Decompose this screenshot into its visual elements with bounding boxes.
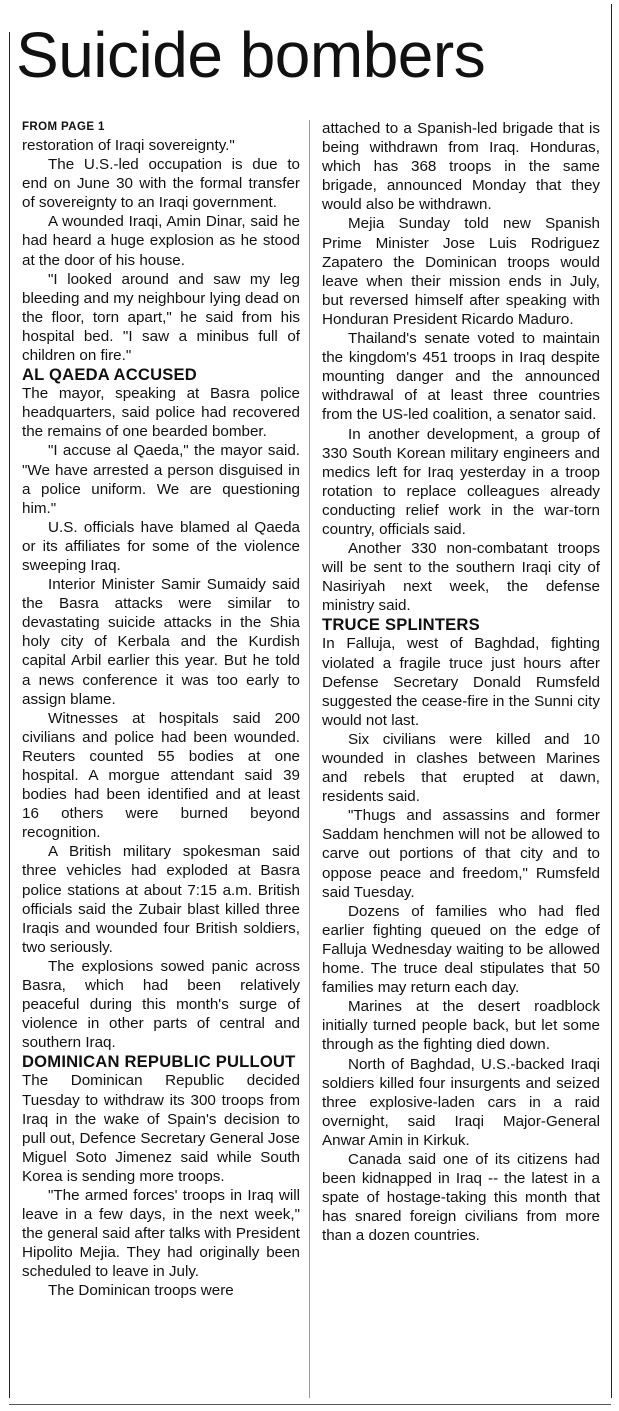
article-column-1 [22,119,300,1301]
paragraph: The explosions sowed panic across Basra, which had been relatively peaceful during this month's surge of violence in other parts of central and southern Iraq. [22,957,300,1052]
paragraph: The Dominican Republic decided Tuesday to withdraw its 300 troops from Iraq in the wake of Spain's decision to pull out, Defence Secretary General Jose Miguel Soto Jimenez said while South Korea is sending more troops. [22,1072,300,1185]
bottom-border-rule [9,1404,611,1405]
paragraph: Six civilians were killed and 10 wounded in clashes between Marines and rebels that erupted at dawn, residents said. [322,730,600,806]
paragraph: In Falluja, west of Baghdad, fighting violated a fragile truce just hours after Defense Secretary Donald Rumsfeld suggested the cease-fire in the Sunni city would not last. [322,635,600,729]
paragraph: North of Baghdad, U.S.-backed Iraqi soldiers killed four insurgents and seized three explosive-laden cars in a raid overnight, said Iraqi Major-General Anwar Amin in Kirkuk. [322,1055,600,1149]
paragraph: U.S. officials have blamed al Qaeda or its affiliates for some of the violence sweeping Iraq. [22,518,300,574]
paragraph: Witnesses at hospitals said 200 civilians and police had been wounded. Reuters counted 55 bodies at one hospital. A morgue attendant said 39 bodies had been identified and at least 16 others were burned beyond recognition. [22,709,300,842]
subheading-dominican-republic-pullout: DOMINICAN REPUBLIC PULLOUT [22,1052,296,1072]
paragraph: "I looked around and saw my leg bleeding and my neighbour lying dead on the floor, torn apart," he said from his hospital bed. "I saw a minibus full of children on fire." [22,270,300,365]
paragraph: Another 330 non-combatant troops will be sent to the southern Iraqi city of Nasiriyah next week, the defense ministry said. [322,540,600,615]
paragraph: "The armed forces' troops in Iraq will leave in a few days, in the next week," the general said after talks with President Hipolito Mejia. They had originally been scheduled to leave in July. [22,1186,300,1281]
subheading-al-qaeda-accused: AL QAEDA ACCUSED [22,365,197,385]
column-gutter-rule [309,120,310,1398]
paragraph: Dozens of families who had fled earlier fighting queued on the edge of Falluja Wednesday waiting to be allowed home. The truce deal stipulates that 50 families may return each day. [322,902,600,997]
paragraph: The U.S.-led occupation is due to end on June 30 with the formal transfer of sovereignty to an Iraqi government. [22,156,300,212]
paragraph: Canada said one of its citizens had been kidnapped in Iraq -- the latest in a spate of hostage-taking this month that has snared foreign civilians from more than a dozen countries. [322,1150,600,1245]
paragraph: The Dominican troops were [48,1282,234,1300]
paragraph: The mayor, speaking at Basra police headquarters, said police had recovered the remains of one bearded bomber. [22,385,300,441]
article-column-2 [322,119,600,1245]
paragraph: Mejia Sunday told new Spanish Prime Minister Jose Luis Rodriguez Zapatero the Dominican troops would leave when their mission ends in July, but reversed himself after speaking with Honduran President Ricardo Maduro. [322,215,600,328]
paragraph: In another development, a group of 330 South Korean military engineers and medics left for Iraq yesterday in a troop rotation to replace colleagues already conducting relief work in the war-torn country, officials said. [322,425,600,538]
subheading-truce-splinters: TRUCE SPLINTERS [322,615,480,635]
paragraph: Marines at the desert roadblock initially turned people back, but let some through as the fighting died down. [322,998,600,1054]
paragraph: Interior Minister Samir Sumaidy said the Basra attacks were similar to devastating suicide attacks in the Shia holy city of Kerbala and the Kurdish capital Arbil earlier this year. But he told a news conference it was too early to assign blame. [22,576,300,708]
continuation-label: FROM PAGE 1 [22,121,105,133]
paragraph: attached to a Spanish-led brigade that is being withdrawn from Iraq. Honduras, which has 368 troops in the same brigade, announced Monday that they would also be withdrawn. [322,120,600,214]
left-border-rule [9,32,10,1398]
paragraph: A wounded Iraqi, Amin Dinar, said he had heard a huge explosion as he stood at the door of his house. [22,213,300,269]
headline: Suicide bombers [16,19,486,91]
paragraph: A British military spokesman said three vehicles had exploded at Basra police stations at about 7:15 a.m. British officials said the Zubair blast killed three Iraqis and wounded four British soldiers, two seriously. [22,843,300,956]
paragraph: "Thugs and assassins and former Saddam henchmen will not be allowed to carve out portions of that city and to oppose peace and freedom," Rumsfeld said Tuesday. [322,807,600,901]
right-border-rule [611,4,612,1398]
paragraph: "I accuse al Qaeda," the mayor said. "We have arrested a person disguised in a police uniform. We are questioning him." [22,442,300,517]
paragraph: restoration of Iraqi sovereignty." [22,137,235,154]
paragraph: Thailand's senate voted to maintain the kingdom's 451 troops in Iraq despite mounting danger and the announced withdrawal of at least three countries from the US-led coalition, a senator said. [322,330,600,424]
